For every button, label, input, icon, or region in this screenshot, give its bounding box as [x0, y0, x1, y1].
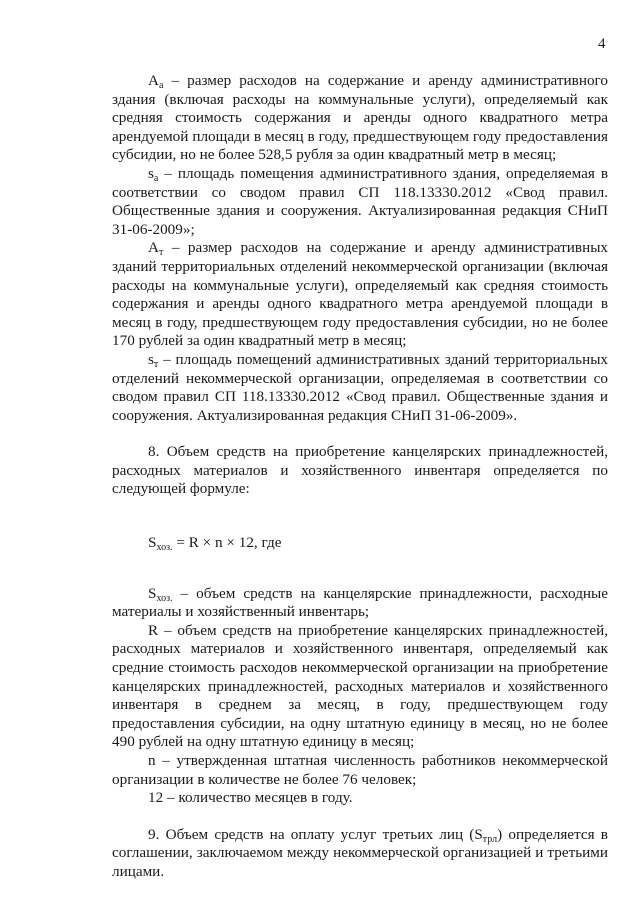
- definition-text: – площадь помещений административных зданий территориальных отделений некоммерческой организации, определяемая в соответствии со сводом правил СП 118.13330.2012 «Свод правил. Общественные здания и сооружения. Актуализированная редакция СНиП 31-06-2009».: [112, 350, 608, 424]
- variable-subscript: т: [158, 247, 164, 259]
- page-number: 4: [598, 36, 606, 52]
- variable-symbol: S: [148, 584, 157, 602]
- variable-symbol: А: [148, 239, 159, 257]
- section-9-text-start: 9. Объем средств на оплату услуг третьих лиц (S: [148, 825, 483, 843]
- variable-symbol: n: [148, 752, 156, 769]
- definition-r: [112, 622, 608, 752]
- definition-text: – количество месяцев в году.: [163, 789, 353, 807]
- section-9-text-end: ) определяется в соглашении, заключаемом между некоммерческой организацией и третьими лицами.: [112, 825, 608, 880]
- section-9-subscript: трл: [482, 833, 498, 845]
- variable-subscript: а: [153, 172, 159, 184]
- definition-12: [112, 789, 608, 808]
- document-body: [112, 72, 608, 882]
- definition-text: – утвержденная штатная численность работников некоммерческой организации в количестве не более 76 человек;: [112, 752, 608, 788]
- definition-text: – объем средств на канцелярские принадлежности, расходные материалы и хозяйственный инвентарь;: [112, 584, 608, 621]
- definition-sa: [112, 165, 608, 239]
- definition-text: – площадь помещения административного здания, определяемая в соответствии со сводом правил СП 118.13330.2012 «Свод правил. Общественные здания и сооружения. Актуализированная редакция СНиП 31-06-2009»;: [112, 164, 608, 238]
- formula-text: = R × n × 12, где: [172, 534, 282, 552]
- definition-text: – размер расходов на содержание и аренду административного здания (включая расходы на коммунальные услуги), определяемый как средняя стоимость содержания и аренды одного квадратного метра арендуемой площади в месяц в году, предшествующем году предоставления субсидии, но не более 528,5 рубля за один квадратный метр в месяц;: [112, 72, 608, 164]
- variable-subscript: т: [153, 358, 159, 370]
- section-8-formula: [112, 534, 608, 553]
- formula-subscript: хоз.: [156, 542, 173, 554]
- definition-shoz: [112, 585, 608, 622]
- definition-aa: [112, 72, 608, 165]
- definition-text: – размер расходов на содержание и аренду административных зданий территориальных отделений некоммерческой организации (включая расходы на коммунальные услуги), определяемый как средняя стоимость содержания и аренды одного квадратного метра арендуемой площади в месяц в году, предшествующем году предоставления субсидии, но не более 170 рублей за один квадратный метр в месяц;: [112, 239, 608, 350]
- section-9: [112, 826, 608, 882]
- variable-subscript: а: [158, 80, 164, 91]
- definition-n: [112, 752, 608, 789]
- definition-st: [112, 351, 608, 425]
- variable-symbol: s: [148, 164, 154, 182]
- section-8-intro: 8. Объем средств на приобретение канцелярских принадлежностей, расходных материалов и хозяйственного инвентаря определяется по следующей формуле:: [112, 443, 608, 498]
- variable-symbol: 12: [148, 789, 164, 807]
- variable-subscript: хоз.: [156, 592, 173, 604]
- variable-symbol: R: [148, 621, 159, 639]
- definition-text: – объем средств на приобретение канцелярских принадлежностей, расходных материалов и хозяйственного инвентаря, определяемый как средние стоимость расходов некоммерческой организации на приобретение канцелярских принадлежностей, расходных материалов и хозяйственного инвентаря в среднем за месяц, в году, предшествующем году предоставления субсидии, на одну штатную единицу в месяц, но не более 490 рублей на одну штатную единицу в месяц;: [112, 621, 608, 751]
- formula-symbol: S: [148, 534, 157, 552]
- variable-symbol: s: [148, 350, 154, 368]
- variable-symbol: А: [148, 72, 159, 89]
- definition-at: [112, 239, 608, 351]
